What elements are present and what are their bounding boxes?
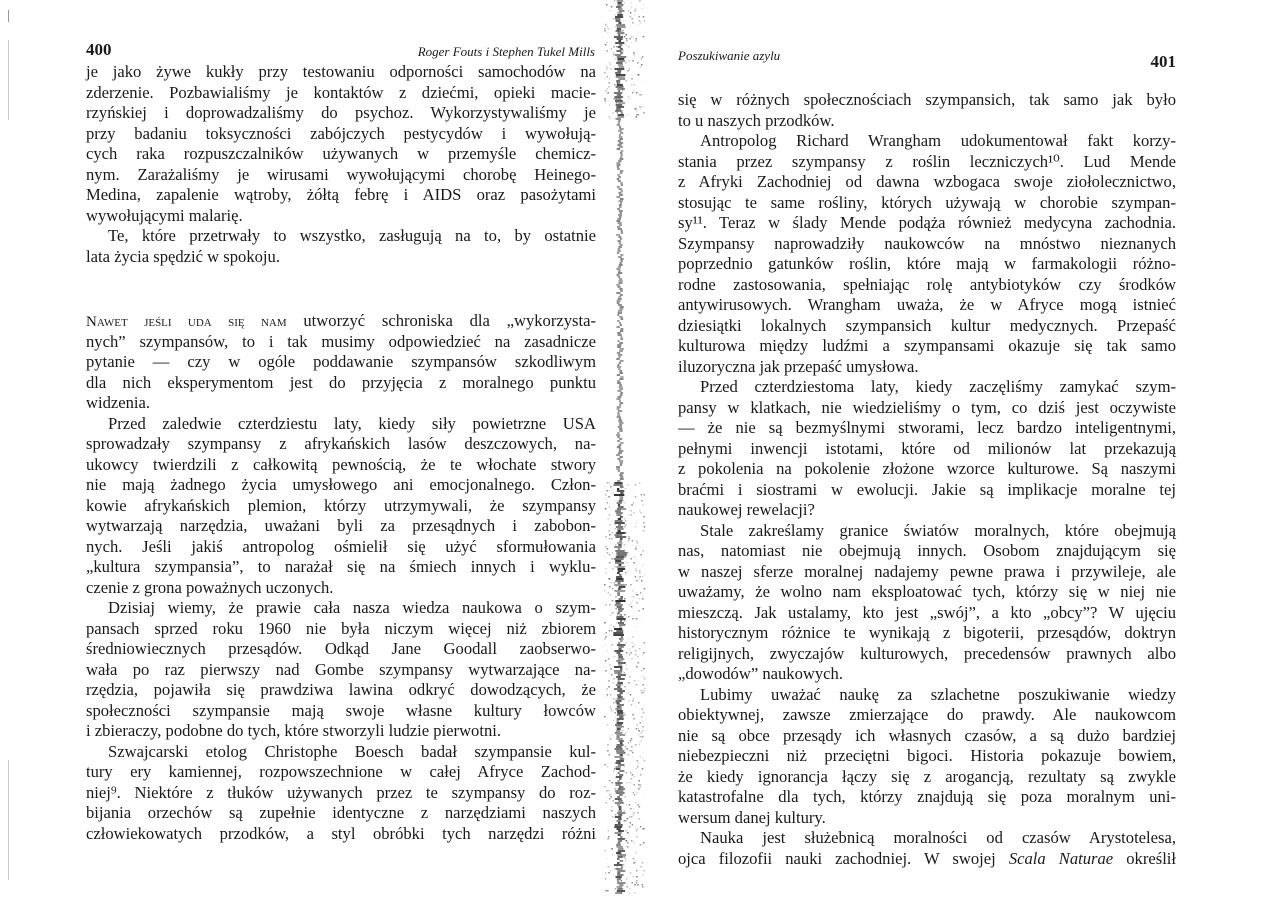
text-line: rzędzia, pojawiła się prawdziwa lawina odkryć dowodzących, że	[86, 680, 596, 699]
right-page-number: 401	[1150, 52, 1176, 71]
text-line: lata życia spędzić w spokoju.	[86, 246, 280, 266]
text-line: naukowej rewelacji?	[678, 500, 815, 519]
text-line: mieszczą. Jak ustalamy, kto jest „swój”, a kto „obcy”? W ujęciu	[678, 602, 1176, 622]
text-line: z Afryki Zachodniej od dawna wzbogaca swoje ziołolecznictwo,	[678, 172, 1176, 191]
text-line: stania przez szympansy z roślin leczniczych¹⁰. Lud Mende	[678, 151, 1176, 171]
text-line: kowie afrykańskich plemion, którzy utrzymywali, że szympansy	[86, 495, 596, 515]
text-line: Lubimy uważać naukę za szlachetne poszukiwanie wiedzy	[700, 684, 1176, 704]
text-line: nych” szympansów, to i tak musimy odpowiedzieć na zasadnicze	[86, 331, 596, 351]
text-line: Szwajcarski etolog Christophe Boesch badał szympansie kul-	[108, 741, 596, 761]
text-line: ukowcy twierdzili z całkowitą pewnością, że te włochate stwory	[86, 454, 596, 474]
text-line: nym. Zarażaliśmy je wirusami wywołującymi chorobę Heinego-	[86, 164, 596, 184]
text-line: niebezpieczni niż przeciętni bigoci. Historia pokazuje bowiem,	[678, 746, 1176, 765]
text-line	[678, 849, 1176, 870]
text-line: braćmi i siostrami w ewolucji. Jakie są implikacje moralne tej	[678, 479, 1176, 499]
text-line: je jako żywe kukły przy testowaniu odporności samochodów na	[86, 62, 596, 81]
text-line: wytwarzają narzędzia, uważani byli za przesądnych i zabobon-	[86, 516, 596, 535]
small-caps-lead: Nawet jeśli uda się nam	[86, 314, 287, 330]
text-line: społeczności szympansie mają swoje własne kultury łowców	[86, 700, 596, 720]
text-line: że kiedy ignorancja łączy się z arogancją, rezultaty są zwykle	[678, 766, 1176, 786]
text-line: obiektywnej, zawsze zmierzające do prawdy. Ale naukowcom	[678, 705, 1176, 724]
text-line: Antropolog Richard Wrangham udokumentował fakt korzy-	[700, 131, 1176, 150]
text-segment: utworzyć schroniska dla „wykorzysta-	[286, 311, 596, 330]
scan-edge-mark	[8, 40, 9, 120]
text-line: nie są obce przesądy ich własnych czasów, a są dużo bardziej	[678, 725, 1176, 745]
text-line: człowiekowatych przodków, a styl obróbki tych narzędzi różni	[86, 823, 596, 843]
text-line: i zbieraczy, podobne do tych, które stworzyli ludzie pierwotni.	[86, 721, 502, 740]
text-line: Te, które przetrwały to wszystko, zasługują na to, by ostatnie	[108, 226, 596, 245]
paragraph	[678, 521, 1176, 685]
text-line: rodne zastosowania, spełniając rolę antybiotyków czy środków	[678, 274, 1176, 294]
text-line: religijnych, zwyczajów kulturowych, precedensów prawnych albo	[678, 643, 1176, 663]
paragraph	[86, 742, 596, 845]
right-running-head: Poszukiwanie azylu	[678, 48, 781, 63]
text-line: kulturowa między ludźmi a szympansami okazuje się tak samo	[678, 336, 1176, 355]
text-line: pełnymi inwencji istotami, które od milionów lat przekazują	[678, 438, 1176, 458]
left-running-head: Roger Fouts i Stephen Tukel Mills	[417, 44, 595, 59]
text-line: rzyńskiej i doprowadzaliśmy do psychoz. Wykorzystywaliśmy je	[86, 103, 596, 122]
paragraph	[678, 685, 1176, 829]
paragraph	[86, 62, 596, 226]
text-line: sprowadzały szympansy z afrykańskich lasów deszczowych, na-	[86, 434, 596, 453]
text-line: „dowodów” naukowych.	[678, 664, 843, 683]
text-line: Przed czterdziestoma laty, kiedy zaczęliśmy zamykać szym-	[700, 377, 1176, 396]
scan-edge-mark	[8, 760, 9, 880]
gutter-noise	[598, 0, 654, 894]
text-line: dziesiątki lokalnych szympansich kultur medycznych. Przepaść	[678, 315, 1176, 335]
text-line: Stale zakreślamy granice światów moralnych, które obejmują	[700, 520, 1176, 540]
text-line: czenie z grona poważnych uczonych.	[86, 577, 334, 597]
text-segment: ojca filozofii nauki zachodniej. W swojej	[678, 848, 1009, 868]
text-line: poprzednio gatunków roślin, które mają w farmakologii różno-	[678, 254, 1176, 273]
text-line: iluzoryczna jak przepaść umysłowa.	[678, 356, 919, 376]
paragraph	[678, 131, 1176, 377]
text-line: dla nich eksperymentom jest do przyjęcia z moralnego punktu	[86, 372, 596, 392]
text-line: — że nie są bezmyślnymi stworami, lecz bardzo inteligentnymi,	[678, 418, 1176, 437]
text-line: katastrofalne dla tych, którzy znajdują się poza moralnym uni-	[678, 787, 1176, 806]
text-line: bijania orzechów są zupełnie identyczne z narzędziami naszych	[86, 803, 596, 822]
text-line: z pokolenia na pokolenie złożone wzorce kulturowe. Są naszymi	[678, 459, 1176, 478]
scan-edge-mark	[8, 10, 9, 22]
left-page-number: 400	[86, 40, 112, 59]
text-line: niej⁹. Niektóre z tłuków używanych przez te szympansy do roz-	[86, 782, 596, 802]
text-line: widzenia.	[86, 393, 151, 412]
text-line: „kultura szympansia”, to narażał się na śmiech innych i wyklu-	[86, 557, 596, 576]
paragraph	[678, 828, 1176, 869]
text-line: nas, natomiast nie obejmują innych. Osobom znajdującym się	[678, 541, 1176, 560]
text-line	[86, 311, 596, 332]
text-line: Dzisiaj wiemy, że prawie cała nasza wiedza naukowa o szym-	[108, 598, 596, 617]
text-line: nych. Jeśli jakiś antropolog ośmielił się użyć sformułowania	[86, 536, 596, 556]
text-line: antywirusowych. Wrangham uważa, że w Afryce mogą istnieć	[678, 295, 1176, 314]
paragraph	[86, 226, 596, 267]
paragraph	[678, 90, 1176, 131]
text-line: nie mają żadnego życia umysłowego ani emocjonalnego. Człon-	[86, 475, 596, 494]
text-segment: określił	[1113, 848, 1177, 868]
text-line: wersum danej kultury.	[678, 807, 826, 827]
paragraph	[86, 414, 596, 599]
text-line: Przed zaledwie czterdziestu laty, kiedy siły powietrzne USA	[108, 413, 596, 433]
text-line: średniowiecznych przesądów. Odkąd Jane Goodall zaobserwo-	[86, 639, 596, 658]
text-line: się w różnych społecznościach szympansich, tak samo jak było	[678, 90, 1176, 109]
text-line: sy¹¹. Teraz w ślady Mende podąża również medycyna zachodnia.	[678, 213, 1176, 232]
text-line: tury ery kamiennej, rozpowszechnione w całej Afryce Zachod-	[86, 762, 596, 781]
text-line: pytanie — czy w ogóle poddawanie szympansów szkodliwym	[86, 352, 596, 371]
text-line: Szympansy naprowadziły naukowców na mnóstwo nieznanych	[678, 233, 1176, 253]
text-line: pansy w klatkach, nie wiedzieliśmy o tym, co dziś jest oczywiste	[678, 397, 1176, 417]
text-line: pansach sprzed roku 1960 nie była niczym więcej niż zbiorem	[86, 618, 596, 638]
section-opening-paragraph	[86, 311, 596, 414]
italic-title: Scala Naturae	[1008, 848, 1114, 868]
paragraph	[86, 598, 596, 742]
book-gutter-shadow	[598, 0, 654, 894]
text-line: zderzenie. Pozbawialiśmy je kontaktów z dziećmi, opieki macie-	[86, 82, 596, 102]
text-line: cych raka rozpuszczalników używanych w przemyśle chemicz-	[86, 144, 596, 163]
text-line: przy badaniu toksyczności zabójczych pestycydów i wywołują-	[86, 123, 596, 143]
left-page-body	[86, 62, 596, 844]
text-line: Nauka jest służebnicą moralności od czasów Arystotelesa,	[700, 828, 1176, 847]
text-line: uważamy, że wolno nam eksploatować tych, którzy się w niej nie	[678, 582, 1176, 601]
text-line: wała po raz pierwszy nad Gombe szympansy wytwarzające na-	[86, 659, 596, 679]
right-page-body	[678, 90, 1176, 869]
text-line: to u naszych przodków.	[678, 110, 835, 130]
text-line: Medina, zapalenie wątroby, żółtą febrę i AIDS oraz pasożytami	[86, 185, 596, 204]
text-line: wywołującymi malarię.	[86, 205, 243, 225]
text-line: stosując te same rośliny, których używają w chorobie szympan-	[678, 192, 1176, 212]
text-line: w naszej sferze moralnej nadajemy pewne prawa i przywileje, ale	[678, 561, 1176, 581]
paragraph	[678, 377, 1176, 521]
text-line: historycznym różnice te wynikają z bigoterii, przesądów, doktryn	[678, 623, 1176, 642]
